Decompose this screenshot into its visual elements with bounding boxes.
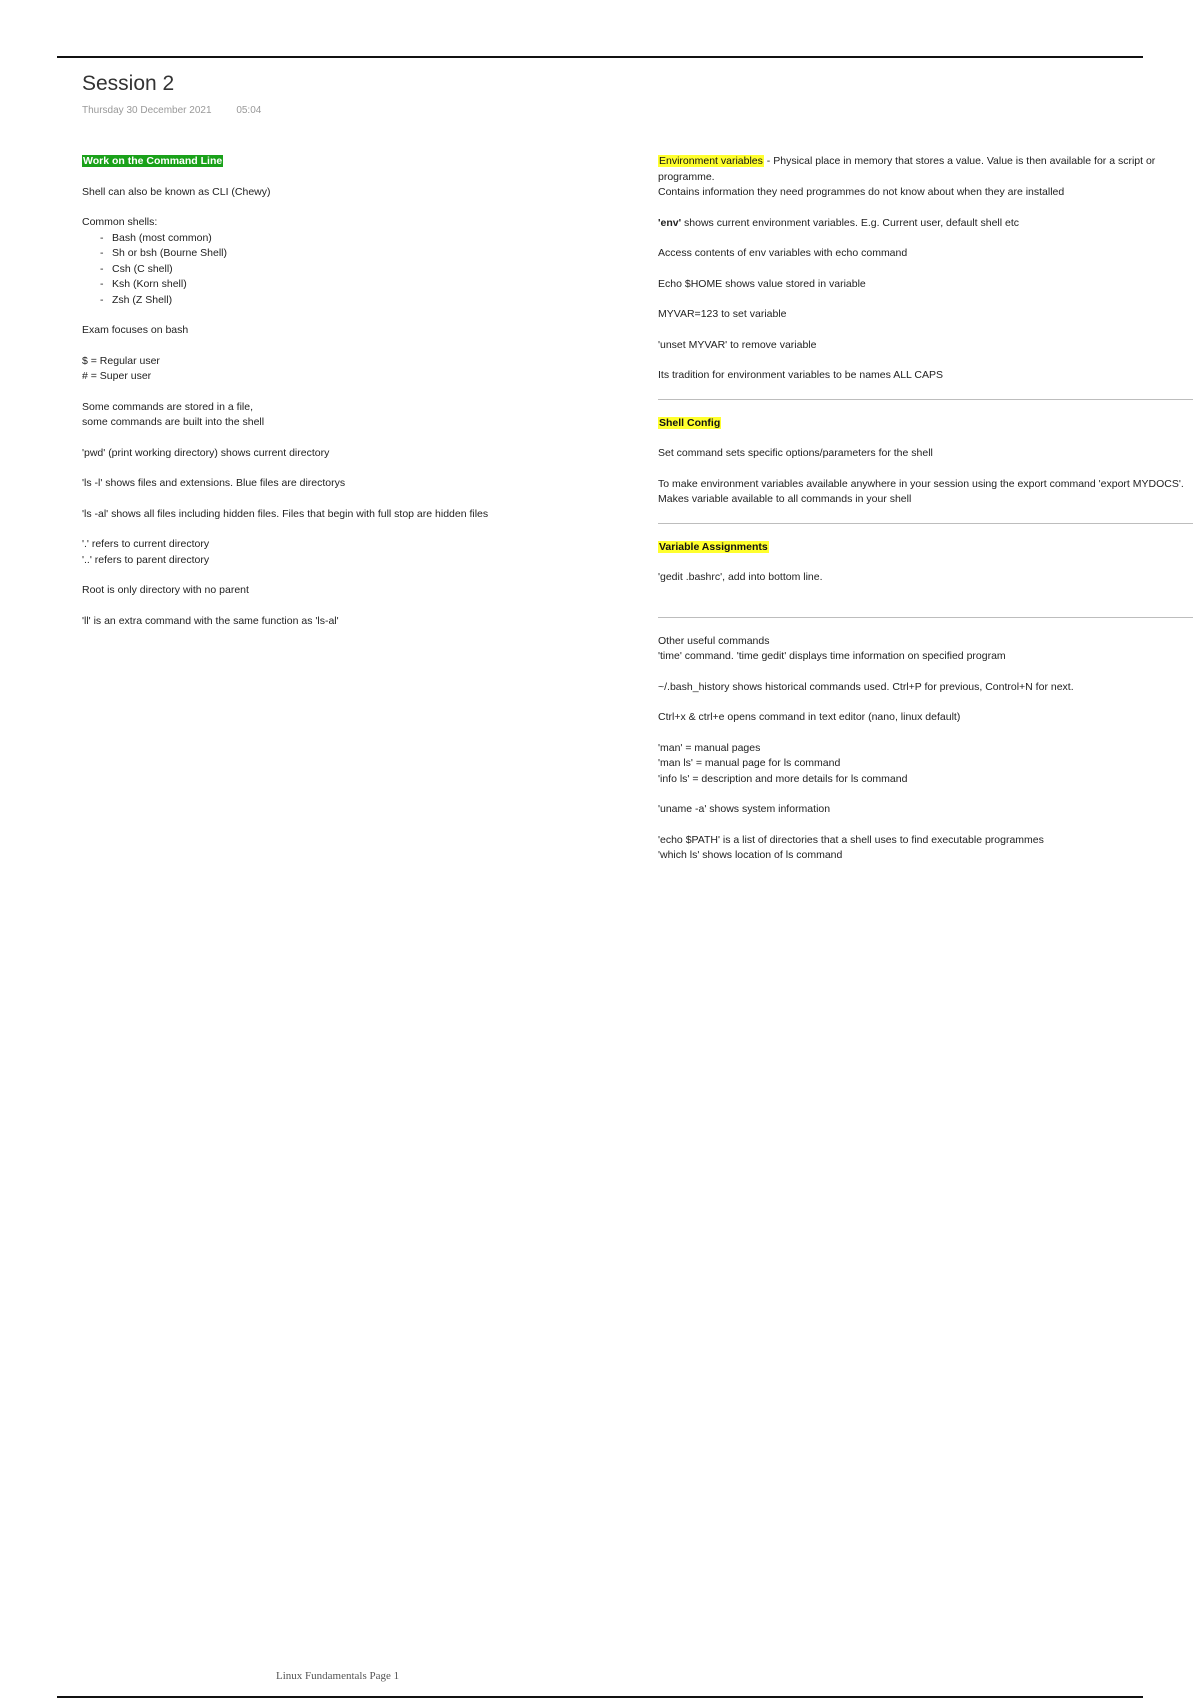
note-stored-line-2: some commands are built into the shell bbox=[82, 416, 265, 428]
note-dots bbox=[82, 537, 582, 568]
common-shells-label: Common shells: bbox=[82, 216, 158, 228]
divider bbox=[658, 617, 1193, 618]
page-metadata bbox=[82, 105, 283, 116]
section-heading-env-vars: Environment variables bbox=[659, 155, 763, 167]
note-path bbox=[658, 833, 1193, 864]
section-heading-shell-config: Shell Config bbox=[659, 416, 721, 429]
page-date: Thursday 30 December 2021 bbox=[82, 105, 212, 116]
note-exam: Exam focuses on bash bbox=[82, 324, 189, 336]
note-which-ls: 'which ls' shows location of ls command bbox=[658, 849, 843, 861]
note-myvar-set: MYVAR=123 to set variable bbox=[658, 308, 787, 320]
note-super-user: # = Super user bbox=[82, 370, 152, 382]
note-other-commands bbox=[658, 634, 1193, 665]
note-shell-cli: Shell can also be known as CLI (Chewy) bbox=[82, 185, 271, 198]
note-regular-user: $ = Regular user bbox=[82, 354, 160, 367]
note-bash-history: ~/.bash_history shows historical commands used. Ctrl+P for previous, Control+N for next. bbox=[658, 680, 1074, 693]
env-definition: - Physical place in memory that stores a value. Value is then available for a script or programme. bbox=[658, 155, 1156, 183]
note-stored-commands bbox=[82, 400, 582, 431]
list-item: - Ksh (Korn shell) bbox=[112, 277, 582, 293]
note-export: To make environment variables available anywhere in your session using the export command 'export MYDOCS'. Makes variable available to all commands in your shell bbox=[658, 477, 1184, 505]
note-env-vars bbox=[658, 154, 1193, 201]
section-heading-command-line: Work on the Command Line bbox=[83, 155, 223, 167]
list-item: - Csh (C shell) bbox=[112, 262, 582, 278]
page-footer: Linux Fundamentals Page 1 bbox=[276, 1670, 400, 1682]
note-users bbox=[82, 354, 582, 385]
note-gedit: 'gedit .bashrc', add into bottom line. bbox=[658, 571, 823, 583]
note-ls-l: 'ls -l' shows files and extensions. Blue files are directorys bbox=[82, 477, 346, 489]
note-ls-al: 'ls -al' shows all files including hidden files. Files that begin with full stop are hidden files bbox=[82, 507, 489, 520]
other-commands-label: Other useful commands bbox=[658, 634, 770, 647]
list-item: - Bash (most common) bbox=[112, 231, 582, 247]
shells-list bbox=[82, 231, 582, 309]
note-unset: 'unset MYVAR' to remove variable bbox=[658, 338, 817, 351]
divider bbox=[658, 523, 1193, 524]
right-column bbox=[658, 154, 1193, 879]
note-pwd: 'pwd' (print working directory) shows current directory bbox=[82, 446, 330, 459]
note-root: Root is only directory with no parent bbox=[82, 584, 249, 596]
bottom-rule bbox=[57, 1696, 1143, 1698]
note-man-pages bbox=[658, 741, 1193, 788]
note-echo-home: Echo $HOME shows value stored in variable bbox=[658, 277, 866, 290]
note-time-cmd: 'time' command. 'time gedit' displays time information on specified program bbox=[658, 650, 1006, 662]
common-shells-block bbox=[82, 215, 582, 308]
page-title: Session 2 bbox=[82, 72, 175, 95]
note-dot-parent: '..' refers to parent directory bbox=[82, 553, 210, 566]
note-ctrl-x: Ctrl+x & ctrl+e opens command in text editor (nano, linux default) bbox=[658, 711, 961, 723]
note-stored-line-1: Some commands are stored in a file, bbox=[82, 400, 253, 413]
note-env-cmd bbox=[658, 216, 1193, 232]
top-rule bbox=[57, 56, 1143, 58]
note-tradition: Its tradition for environment variables to be names ALL CAPS bbox=[658, 369, 944, 381]
note-info-ls: 'info ls' = description and more details for ls command bbox=[658, 772, 908, 785]
note-man: 'man' = manual pages bbox=[658, 741, 761, 754]
note-dot-current: '.' refers to current directory bbox=[82, 538, 210, 550]
note-access: Access contents of env variables with echo command bbox=[658, 247, 908, 259]
list-item: - Sh or bsh (Bourne Shell) bbox=[112, 246, 582, 262]
left-column bbox=[82, 154, 582, 644]
divider bbox=[658, 399, 1193, 400]
note-set-cmd: Set command sets specific options/parameters for the shell bbox=[658, 447, 933, 459]
list-item: - Zsh (Z Shell) bbox=[112, 293, 582, 309]
note-ll: 'll' is an extra command with the same function as 'ls-al' bbox=[82, 614, 339, 627]
note-uname: 'uname -a' shows system information bbox=[658, 803, 831, 815]
env-cmd-desc: shows current environment variables. E.g. Current user, default shell etc bbox=[681, 216, 1020, 229]
note-echo-path: 'echo $PATH' is a list of directories that a shell uses to find executable programmes bbox=[658, 833, 1044, 846]
note-man-ls: 'man ls' = manual page for ls command bbox=[658, 757, 841, 769]
env-cmd-name: 'env' bbox=[658, 216, 682, 229]
section-heading-variable-assignments: Variable Assignments bbox=[659, 540, 768, 553]
env-contains: Contains information they need programmes do not know about when they are installed bbox=[658, 186, 1065, 198]
page-time: 05:04 bbox=[236, 105, 262, 116]
